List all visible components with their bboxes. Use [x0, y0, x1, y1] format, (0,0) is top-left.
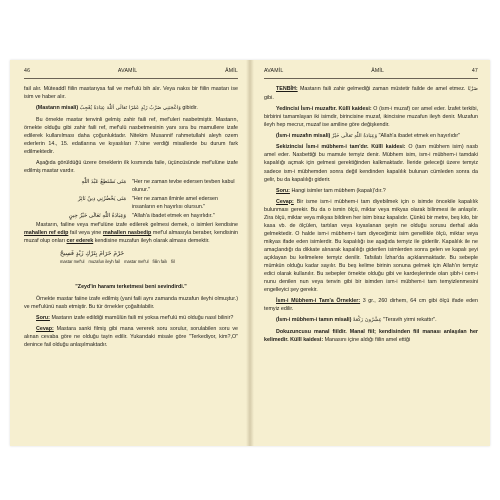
answer [24, 325, 238, 349]
answer-label: Cevap: [36, 325, 54, 332]
paragraph: Örnekte mastar faiine izafe edilmiş (yani faili aynı zamanda muzafun ileyhi olmuştur.) ve mef'ulünü nasb etmiştir. Bu tür örnekler çoğaltılabilir. [24, 295, 238, 310]
arabic-text: وَعِبَادَةُ اللّٰهِ تَعَالَى خَيْرُ حِينٍ [68, 212, 126, 219]
question-text: Hangi isimler tam mübhem (kapalı)'dır.? [289, 187, 386, 194]
example-row [38, 178, 238, 194]
text-run: 3 gr., 260 dirhem, [360, 297, 411, 304]
rule [264, 105, 478, 129]
emphasis-text: mahallen nasbedip [102, 229, 152, 236]
emphasis-text: cer ederek [66, 237, 94, 244]
running-title: AVAMİL [264, 68, 284, 74]
translation-text: "Her ne zaman ilminle amel edersen insanların en hayırlısı olursun." [132, 195, 218, 210]
diagram-label: mastar mef'ul [124, 258, 149, 264]
page-number: 46 [24, 68, 31, 74]
text-run: kendisine muzafun ileyh olarak almasıı demektir. [93, 237, 210, 244]
question [24, 314, 238, 322]
examples [264, 297, 478, 313]
text-run: gibi. [264, 94, 274, 101]
left-page [10, 60, 250, 446]
left-page-header [24, 68, 238, 79]
example [264, 132, 478, 141]
text-run: Mastarın, failine veya mef'ulüne izafe edilerek gelmesi demek, o isimleri kendisine [36, 221, 238, 228]
question [264, 187, 478, 195]
arabic-text: ضَرْبًا [467, 85, 478, 92]
example-label: (İsm-i mübhem-i tamın misali) [276, 316, 352, 323]
example-tail: gibidir. [182, 104, 198, 111]
translation-text: "Allah'a ibadet etmek en hayırlıdır" [378, 132, 461, 139]
arabic-text: مَتَى نَسْتَطِعُ عَبْدَ اللّٰهِ [81, 178, 126, 185]
rule [264, 328, 478, 344]
answer-text: Bir isme ism-i mübhem-i tam diyebilmek için o isimde öncekile kapalılık bulunması gerekir. Bu da o ismin ölçü, miktar veya mikyas olarak bilinmesi ile anlaşılır. Zira ölçü, miktar veya mikyas bildiren her isim biraz kapalıdır. Çünkü bir metre, beş kilo, bir kasa vb. de ölçülen, tartılan veya kıyaslanan şeyin ne olduğu sorusu derhal akla gelmektedir. O halde ism-i mübhem-i tam diyeceğimiz isim genellikle ölçü, miktar veya mikyas ifade eden isimlerdir. Bu kapalılığı ise aşağıda temyiz ile giderilir. Kapalılık ile ne amaçlandığı da dikkate alınarak kapalılığı giderilen isimlerden sonra gelen ve kapalı şeyi açıklayan bu kelimelere temyiz denilir. Tafsilatı İzhar'da açıklanmaktadır. Bu sebeple mümkün olduğu kadar sayılır. Bu beş kelime birinin sonuna gelmek için Allah'ın temyiz edici olarak kullanılır. Bu sebepler örnekte olduğu gibi [264, 198, 478, 277]
example-row [38, 195, 238, 211]
answer-label: Cevap: [276, 198, 294, 205]
open-book [10, 60, 490, 446]
rule-label: Dokuzuncusu manal fiildir. Manal fiil; kendisinden fiil manası anlaşılan her kelimedir. Küllî kaidesi: [264, 328, 478, 343]
examples-label: İsm-i Mübhem-i Tam'a Örnekler: [276, 297, 361, 304]
rule-label: Yedincisi İsm-i muzaftır. Küllî kaidesi: [276, 105, 372, 112]
answer [264, 198, 478, 294]
answer-text: ve kardeşlerinde olan şibh-i cem-i nunu denilen nun veya tenvin gibi bir isimden ism-i mübhem-i tam temyizlenmesini engelleyici şey gerekir. [264, 270, 478, 293]
quote: "Zeyd'in haramı terketmesi beni sevindirdi." [75, 283, 187, 290]
rule-text: Manasını içine aldığı fiilin amel ettiği [323, 336, 411, 343]
arabic-text: وَعِبَادَةُ اللّٰهِ تَعَالَى خَيْرٌ [331, 132, 378, 139]
right-page [250, 60, 490, 446]
question-text: Mastarın izafe edildiği mamûlün faili mi yoksa mef'ulü mü olduğu nasıl bilinir? [49, 314, 234, 321]
emphasis-text: mahallen ref edip [24, 229, 69, 236]
paragraph: Aşağıda görüldüğü üzere örneklerin ilk kısmında faile, üçüncüsünde mef'ulüne izafe edilmiş mastar vardır. [24, 159, 238, 174]
translation-text: "Her ne zaman tevbe edersen tevben kabul olunur." [132, 178, 235, 193]
translation-text: "Allah'a ibadet etmek en hayırlıdır." [132, 212, 215, 219]
rule [264, 143, 478, 183]
note-label: TENBİH: [276, 85, 298, 92]
page-number: 47 [471, 68, 478, 74]
arabic-text: مَتَى يَحْضُرُنِي دِينٌ نَائِرٌ [78, 195, 126, 202]
grammar-diagram [60, 249, 238, 279]
example-label: (İsm-i muzafın misali) [276, 132, 331, 139]
arabic-text: حَرْمَ حَرَامَ بِتَرْكِ زَيْدٍ فَسِيحٌ [60, 249, 125, 257]
diagram-labels [60, 260, 238, 265]
note-text: Mastarın faili zahir gelmediği zaman müstetir failde de amel etmez. [297, 85, 466, 92]
right-page-header [264, 68, 478, 79]
example [264, 316, 478, 325]
rule-text: O (tam mübhem isim) nasb amel eder. Nasbettiği bu mamule temyiz denir. Mübhem isim, ism-i mübhem-i tamdaki kapalılığı açmak için gelmesi gerektiğinden kalkmaktadır. İleride geleceği üzere temyiz sadece ism-i mübhemden sonra değil kendinden kapalılık bulunan cümleden sonra da gelir, bu da kapalılığı giderir. [264, 144, 478, 183]
running-title: AVAMİL [117, 68, 138, 74]
text-run: mef'ul almasıyla beraber, kendisinin muzaf olup onları [24, 229, 238, 244]
diagram-label: fiil [171, 258, 175, 264]
diagram-label: muzafun ileyh fail [88, 258, 121, 264]
paragraph: fail alır. Müteaddî fiilin mastarıysa fail ve mef'ulü bih alır. Veya nakıs bir fiilin mastarı ise isim ve haber alır. [24, 85, 238, 100]
running-subtitle: ÂMİL [371, 68, 385, 74]
example-mastar [24, 104, 238, 113]
translation-text: "Teravih yirmi rekattır". [383, 316, 437, 323]
text-run: 64 cm gibi ölçü ifade eden temyiz edilir. [264, 297, 478, 312]
diagram-label: mastar mef'ul [60, 258, 85, 264]
rule-text: O (ism-i muzaf) cer amel eder. İzafet terkibi, birbirini tamamlayan iki isimdir, birincisine muzaf, ikincisine muzafun ileyh denir. Muzafun ileyh hep mecrur, muzaf ise amiline göre değişkendir. [264, 105, 479, 128]
rule-label: Sekizincisi İsm-i mübhem-i tam'dır. Küllî kaidesi: [276, 144, 406, 151]
arabic-text: عِشْرُونَ رَكْعَةً [352, 316, 382, 323]
paragraph: Bu örnekte mastar tenvinli gelmiş zahir faili ref, mef'uleri nasbetmiştir. Mastarın, örnekte olduğu gibi zahir faili ref, mef'ulü nasbetmesinin yanı sıra bu mamullere izafe edilerek kullanılması daha çoğunluktadır. Nitekim Musannif rahmetullahi aleyh ozem ederlerin 14., 15. edatlarına ve kıyaslıları 7.'sine verdiği misallerde bu durum fark edilmektedir. [24, 116, 238, 155]
running-subtitle: ÂMİL [225, 68, 238, 74]
diagram-label: fiilin failı [152, 258, 168, 264]
example-label: (Mastarın misali) [36, 104, 79, 111]
answer-text: Mastara sanki filmiş gibi mana vererek soru sorulur, sorulabilen soru ve alınan cevaba göre ne olduğu tayin edilir. Yukarıdaki misale göre "Terkediyor, kim?,O" denince fail olduğu anlaşılmaktadır. [24, 325, 238, 348]
paragraph [24, 221, 238, 245]
note [264, 85, 478, 102]
arabic-text: وَاعْجَبَنِي ضَرْبُ زَيْدٍ عَمْرًا تَعَالَى اَللّٰهَ عِبَادَةُ يُعْجِبُ [79, 104, 181, 111]
text-run: fail veya yine [68, 229, 103, 236]
question-label: Soru: [276, 187, 290, 194]
question-label: Soru: [36, 314, 50, 321]
example-row [38, 212, 238, 220]
